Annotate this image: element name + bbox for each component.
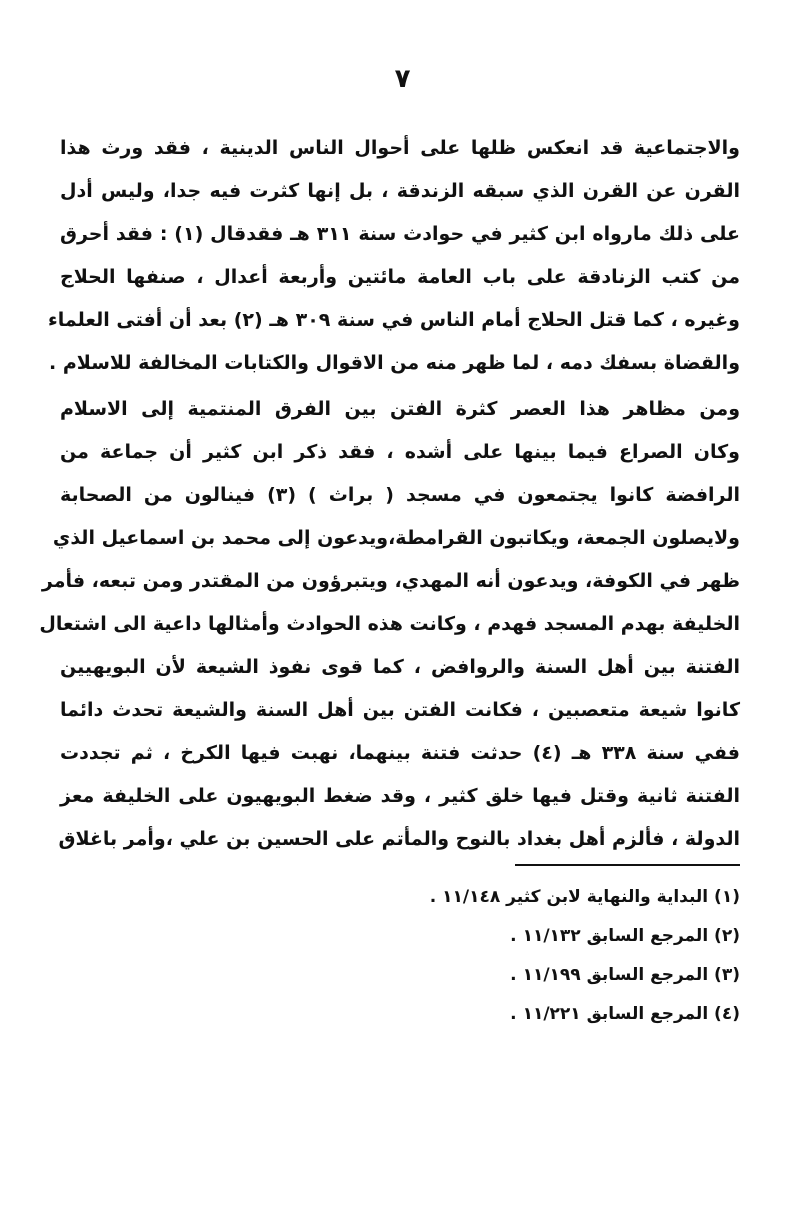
text-line: ولايصلون الجمعة، ويكاتبون القرامطة،ويدعون إلى محمد بن اسماعيل الذي [52, 527, 740, 549]
text-line: وغيره ، كما قتل الحلاج أمام الناس في سنة ٣٠٩ هـ (٢) بعد أن أفتى العلماء [48, 309, 740, 331]
text-line: ففي سنة ٣٣٨ هـ (٤) حدثت فتنة بينهما، نهبت فيها الكرخ ، ثم تجددت [60, 742, 740, 764]
text-line: كانوا شيعة متعصبين ، فكانت الفتن بين أهل السنة والشيعة تحدث دائما [60, 699, 740, 721]
footnote-item: (٤) المرجع السابق ١١/٢٢١ . [510, 1004, 740, 1024]
footnotes-list [430, 878, 740, 1034]
text-line: على ذلك مارواه ابن كثير في حوادث سنة ٣١١ هـ فقدقال (١) : فقد أحرق [60, 223, 740, 245]
page-number: ٧ [394, 64, 411, 94]
text-line: ومن مظاهر هذا العصر كثرة الفتن بين الفرق المنتمية إلى الاسلام [60, 398, 740, 420]
footnote-divider [515, 864, 740, 866]
text-line: والقضاة بسفك دمه ، لما ظهر منه من الاقوال والكتابات المخالفة للاسلام . [49, 352, 740, 374]
text-line: الفتنة بين أهل السنة والروافض ، كما قوى نفوذ الشيعة لأن البويهيين [60, 656, 740, 678]
text-line: والاجتماعية قد انعكس ظلها على أحوال الناس الدينية ، فقد ورث هذا [60, 137, 740, 159]
text-line: الخليفة بهدم المسجد فهدم ، وكانت هذه الحوادث وأمثالها داعية الى اشتعال [39, 613, 740, 635]
footnote-item: (٢) المرجع السابق ١١/١٣٢ . [510, 926, 740, 946]
text-line: وكان الصراع فيما بينها على أشده ، فقد ذكر ابن كثير أن جماعة من [60, 441, 740, 463]
footnote-item: (٣) المرجع السابق ١١/١٩٩ . [510, 965, 740, 985]
text-line: القرن عن القرن الذي سبقه الزندقة ، بل إنها كثرت فيه جدا، وليس أدل [60, 180, 740, 202]
paragraph-2 [39, 388, 741, 861]
text-line: الفتنة ثانية وقتل فيها خلق كثير ، وقد ضغط البويهيون على الخليفة معز [60, 785, 740, 807]
footnote-item: (١) البداية والنهاية لابن كثير ١١/١٤٨ . [429, 887, 740, 907]
text-line: الرافضة كانوا يجتمعون في مسجد ( براث ) (٣) فينالون من الصحابة [60, 484, 741, 506]
paragraph-1 [48, 127, 740, 385]
text-line: الدولة ، فألزم أهل بغداد بالنوح والمأتم على الحسين بن علي ،وأمر باغلاق [58, 828, 740, 850]
text-line: ظهر في الكوفة، ويدعون أنه المهدي، ويتبرؤون من المقتدر ومن تبعه، فأمر [41, 570, 740, 592]
text-line: من كتب الزنادقة على باب العامة مائتين وأربعة أعدال ، صنفها الحلاج [60, 266, 740, 288]
